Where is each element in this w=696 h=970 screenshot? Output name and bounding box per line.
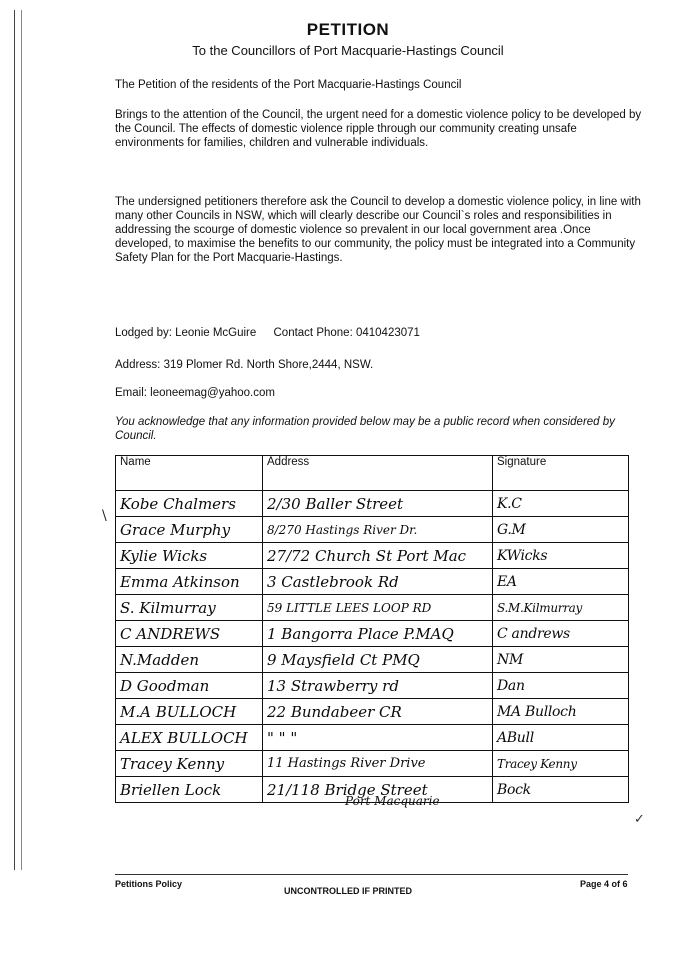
footer-page-number: Page 4 of 6 bbox=[580, 879, 628, 889]
table-row bbox=[116, 699, 629, 725]
row-address: 11 Hastings River Drive bbox=[263, 751, 493, 777]
table-row bbox=[116, 621, 629, 647]
scan-edge-line bbox=[14, 10, 22, 870]
table-row bbox=[116, 491, 629, 517]
row-address: 21/118 Bridge Street bbox=[263, 777, 493, 803]
table-row bbox=[116, 673, 629, 699]
row-address: " " " bbox=[263, 725, 493, 751]
row-signature: G.M bbox=[493, 517, 629, 543]
row-address: 2/30 Baller Street bbox=[263, 491, 493, 517]
lodged-by: Lodged by: Leonie McGuire bbox=[115, 327, 257, 339]
signature-table bbox=[115, 455, 629, 803]
page-subtitle: To the Councillors of Port Macquarie-Hastings Council bbox=[192, 43, 504, 58]
row-signature: Bock bbox=[493, 777, 629, 803]
check-mark-icon: ✓ bbox=[634, 812, 645, 827]
header-name: Name bbox=[116, 456, 263, 491]
address-annotation: Port Macquarie bbox=[345, 794, 440, 808]
row-address: 9 Maysfield Ct PMQ bbox=[263, 647, 493, 673]
row-address: 8/270 Hastings River Dr. bbox=[263, 517, 493, 543]
table-row bbox=[116, 517, 629, 543]
table-row bbox=[116, 595, 629, 621]
row-name: Kylie Wicks bbox=[116, 543, 263, 569]
footer-policy-name: Petitions Policy bbox=[115, 879, 183, 889]
table-row bbox=[116, 569, 629, 595]
paragraph-need: Brings to the attention of the Council, the urgent need for a domestic violence policy to be developed by the Council. The effects of domestic violence ripple through our community creating unsafe environments for families, children and vulnerable individuals. bbox=[115, 109, 642, 149]
row-name: Grace Murphy bbox=[116, 517, 263, 543]
contact-phone: Contact Phone: 0410423071 bbox=[273, 327, 420, 339]
footer-uncontrolled-notice: UNCONTROLLED IF PRINTED bbox=[284, 886, 412, 896]
row-address: 13 Strawberry rd bbox=[263, 673, 493, 699]
row-signature: C andrews bbox=[493, 621, 629, 647]
footer-divider bbox=[115, 874, 628, 875]
row-signature: EA bbox=[493, 569, 629, 595]
table-row bbox=[116, 751, 629, 777]
acknowledgement-text: You acknowledge that any information provided below may be a public record when considered by Council. bbox=[115, 416, 615, 442]
paragraph-request: The undersigned petitioners therefore ask the Council to develop a domestic violence policy, in line with many other Councils in NSW, which will clearly describe our Council`s roles and responsibilities in addressing the scourge of domestic violence so prevalent in our local government area .Once developed, to maximise the benefits to our community, the policy must be integrated into a Community Safety Plan for the Port Macquarie-Hastings. bbox=[115, 196, 641, 264]
table-row bbox=[116, 725, 629, 751]
row-name: Kobe Chalmers bbox=[116, 491, 263, 517]
table-header-row bbox=[116, 456, 629, 491]
row-signature: NM bbox=[493, 647, 629, 673]
header-address: Address bbox=[263, 456, 493, 491]
lodger-email: Email: leoneemag@yahoo.com bbox=[115, 387, 275, 399]
row-name: S. Kilmurray bbox=[116, 595, 263, 621]
margin-tick-mark: \ bbox=[102, 508, 107, 524]
row-signature: Tracey Kenny bbox=[493, 751, 629, 777]
row-address: 3 Castlebrook Rd bbox=[263, 569, 493, 595]
row-signature: K.C bbox=[493, 491, 629, 517]
row-name: Emma Atkinson bbox=[116, 569, 263, 595]
row-address: 27/72 Church St Port Mac bbox=[263, 543, 493, 569]
lodged-by-line bbox=[115, 327, 420, 339]
row-name: M.A BULLOCH bbox=[116, 699, 263, 725]
row-name: N.Madden bbox=[116, 647, 263, 673]
row-signature: ABull bbox=[493, 725, 629, 751]
intro-text: The Petition of the residents of the Port Macquarie-Hastings Council bbox=[115, 79, 462, 91]
row-signature: S.M.Kilmurray bbox=[493, 595, 629, 621]
table-row bbox=[116, 647, 629, 673]
row-signature: MA Bulloch bbox=[493, 699, 629, 725]
header-signature: Signature bbox=[493, 456, 629, 491]
lodger-address: Address: 319 Plomer Rd. North Shore,2444, NSW. bbox=[115, 359, 374, 371]
row-address: 22 Bundabeer CR bbox=[263, 699, 493, 725]
row-address: 1 Bangorra Place P.MAQ bbox=[263, 621, 493, 647]
row-name: C ANDREWS bbox=[116, 621, 263, 647]
row-address: 59 LITTLE LEES LOOP RD bbox=[263, 595, 493, 621]
row-name: Briellen Lock bbox=[116, 777, 263, 803]
page-title: PETITION bbox=[306, 20, 390, 39]
row-signature: Dan bbox=[493, 673, 629, 699]
row-name: D Goodman bbox=[116, 673, 263, 699]
row-name: Tracey Kenny bbox=[116, 751, 263, 777]
row-signature: KWicks bbox=[493, 543, 629, 569]
row-name: ALEX BULLOCH bbox=[116, 725, 263, 751]
table-row bbox=[116, 543, 629, 569]
